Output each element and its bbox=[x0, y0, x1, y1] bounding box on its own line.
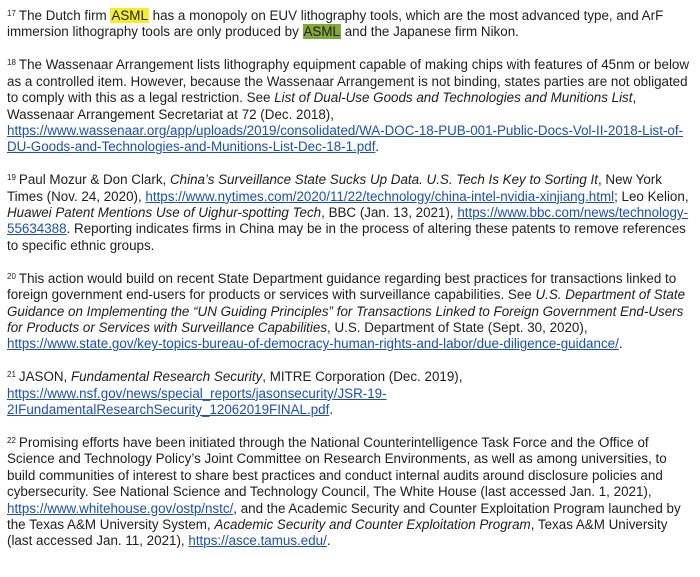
footnote-21 bbox=[7, 367, 693, 418]
footnote-text: . bbox=[375, 139, 380, 155]
footnote-text: The Dutch firm bbox=[18, 8, 111, 23]
citation-link[interactable]: https://www.wassenaar.org/app/uploads/2019/consolidated/WA-DOC-18-PUB-001-Public-Docs-Vol-II-2018-List-of-DU-Goods-and-Technologies-and-Munitions-List-Dec-18-1.pdf bbox=[7, 122, 684, 155]
footnote-text: The Wassenaar Arrangement lists lithography equipment capable of making chips with features of 45nm or below as a controlled item. However, because the Wassenaar Arrangement is not binding, states parties are not obligated to comply with this as a legal restriction. See bbox=[7, 57, 690, 106]
footnote-text: ; Leo Kelion, bbox=[614, 188, 689, 204]
footnote-text: and the Japanese firm Nikon. bbox=[340, 24, 519, 40]
footnote-number: 19 bbox=[7, 173, 16, 183]
footnote-text: . bbox=[326, 533, 331, 549]
footnote-text: , U.S. Department of State (Sept. 30, 2020), bbox=[327, 320, 588, 335]
citation-link[interactable]: https://www.nytimes.com/2020/11/22/technology/china-intel-nvidia-xinjiang.html bbox=[145, 188, 615, 204]
footnote-number: 20 bbox=[7, 271, 16, 281]
citation-link[interactable]: https://www.state.gov/key-topics-bureau-of-democracy-human-rights-and-labor/due-diligence-guidance/ bbox=[7, 336, 619, 352]
footnote-text: , Wassenaar Arrangement Secretariat at 72 (Dec. 2018), bbox=[7, 90, 637, 122]
footnote-text: . bbox=[618, 336, 623, 352]
footnote-20 bbox=[7, 269, 693, 353]
footnote-number: 18 bbox=[7, 58, 16, 68]
highlighted-term: ASML bbox=[303, 24, 340, 40]
footnote-text: . Reporting indicates firms in China may be in the process of altering these patents to remove references to specific ethnic groups. bbox=[7, 221, 686, 253]
footnote-text: , Texas A&M University (last accessed Jan. 11, 2021), bbox=[7, 517, 668, 549]
footnote-text: , New York Times (Nov. 24, 2020), bbox=[7, 172, 662, 204]
citation-title: List of Dual-Use Goods and Technologies and Munitions List bbox=[274, 90, 633, 106]
citation-title: Huawei Patent Mentions Use of Uighur-spotting Tech bbox=[7, 205, 322, 221]
citation-link[interactable]: https://asce.tamus.edu/ bbox=[188, 533, 327, 549]
footnote-number: 21 bbox=[7, 370, 16, 380]
citation-title: Academic Security and Counter Exploitation Program bbox=[214, 517, 531, 533]
highlighted-term: ASML bbox=[111, 8, 148, 23]
footnote-text: has a monopoly on EUV lithography tools, which are the most advanced type, and ArF immersion lithography tools are only produced by bbox=[7, 8, 664, 40]
footnote-17 bbox=[7, 6, 693, 41]
footnote-text: This action would build on recent State Department guidance regarding best practices for transactions linked to foreign government end-users for products or services with surveillance capabilities. See bbox=[7, 270, 677, 303]
citation-link[interactable]: https://www.bbc.com/news/technology-55634388 bbox=[7, 205, 689, 237]
footnotes-page bbox=[7, 6, 693, 564]
citation-link[interactable]: https://www.whitehouse.gov/ostp/nstc/ bbox=[7, 500, 234, 516]
footnote-text: . bbox=[329, 402, 334, 418]
footnote-19 bbox=[7, 170, 693, 254]
footnote-text: , MITRE Corporation (Dec. 2019), bbox=[262, 369, 463, 385]
citation-title: Fundamental Research Security bbox=[71, 369, 263, 385]
citation-title: U.S. Department of State Guidance on Implementing the “UN Guiding Principles” for Transactions Linked to Foreign Government End-Users for Products or Services with Surveillance Capabilities bbox=[7, 287, 686, 335]
citation-link[interactable]: https://www.nsf.gov/news/special_reports/jasonsecurity/JSR-19-2IFundamentalResearchSecurity_12062019FINAL.pdf bbox=[7, 385, 387, 418]
footnote-text: , BBC (Jan. 13, 2021), bbox=[321, 205, 458, 221]
footnote-number: 17 bbox=[7, 9, 16, 18]
footnote-text: , and the Academic Security and Counter Exploitation Program launched by the Texas A&M University System, bbox=[7, 500, 681, 533]
footnote-18 bbox=[7, 55, 693, 155]
footnote-text: Paul Mozur & Don Clark, bbox=[18, 172, 170, 188]
footnote-text: JASON, bbox=[18, 369, 71, 385]
footnote-number: 22 bbox=[7, 436, 16, 446]
footnote-22 bbox=[7, 433, 693, 550]
footnote-text: Promising efforts have been initiated through the National Counterintelligence Task Force and the Office of Science and Technology Policy’s Joint Committee on Research Environments, as well as among universities, to build communities of interest to share best practices and conduct internal audits around disclosure policies and cybersecurity. See National Science and Technology Council, The White House (last accessed Jan. 1, 2021), bbox=[7, 435, 667, 500]
citation-title: China’s Surveillance State Sucks Up Data. U.S. Tech Is Key to Sorting It bbox=[169, 172, 598, 188]
